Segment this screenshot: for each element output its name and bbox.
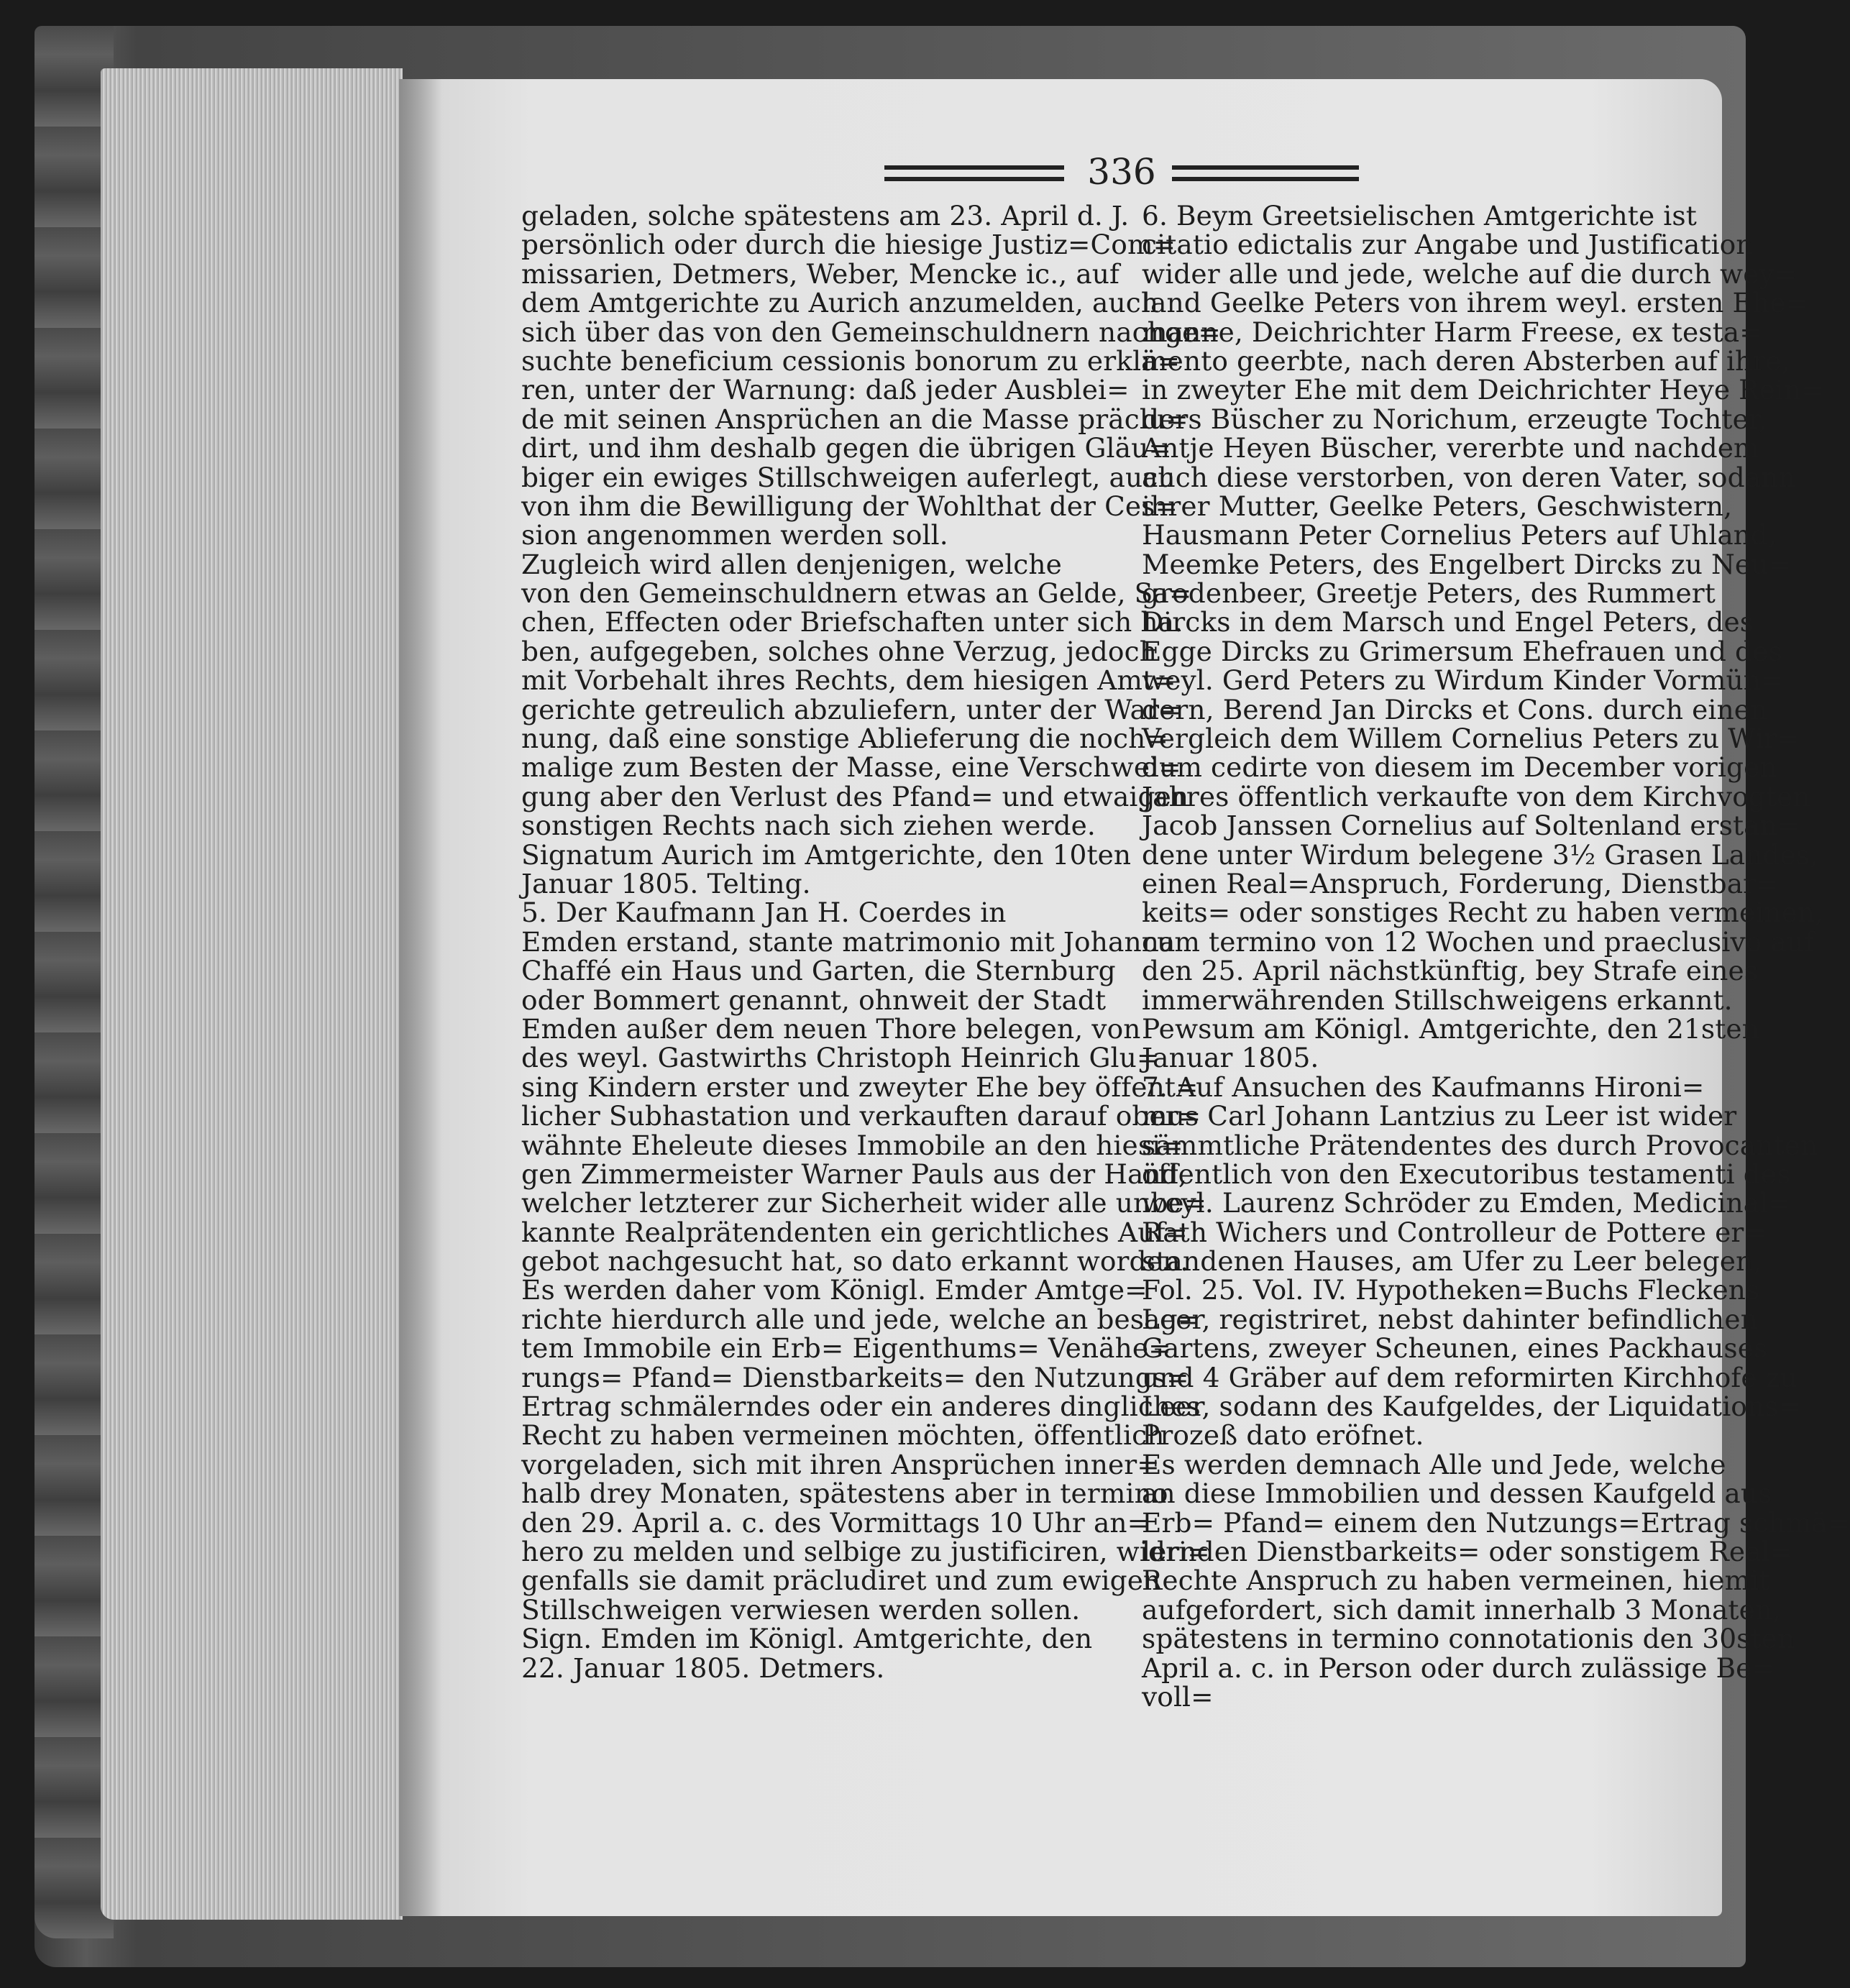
text-line: sich über das von den Gemeinschuldnern nachge= [521,316,1221,348]
text-line: Jacob Janssen Cornelius auf Soltenland erstan= [1142,810,1800,842]
text-line: mit Vorbehalt ihres Rechts, dem hiesigen Amt= [521,664,1176,697]
text-line: einen Real=Anspruch, Forderung, Dienstbar= [1142,867,1779,899]
text-line: Egge Dircks zu Grimersum Ehefrauen und des [1142,635,1782,667]
text-column-left [521,200,1221,1684]
text-line: sonstigen Rechts nach sich ziehen werde. [521,810,1096,842]
text-line: missarien, Detmers, Weber, Mencke ic., auf [521,257,1120,290]
text-line: ben, aufgegeben, solches ohne Verzug, jedoch [521,635,1157,667]
text-line: dene unter Wirdum belegene 3½ Grasen Landes, [1142,838,1819,871]
text-line: Dircks in dem Marsch und Engel Peters, des [1142,606,1754,638]
text-line: dem Amtgerichte zu Aurich anzumelden, auch [521,287,1159,319]
text-line: licher Subhastation und verkauften darauf ober= [521,1100,1201,1132]
text-line: genfalls sie damit präcludiret und zum ewigen [521,1565,1161,1597]
text-line: wähnte Eheleute dieses Immobile an den hiesi= [521,1129,1183,1161]
text-line: hero zu melden und selbige zu justificiren, widri= [521,1535,1210,1567]
text-line: persönlich oder durch die hiesige Justiz=Com= [521,229,1176,261]
text-line: sämmtliche Prätendentes des durch Provocanten [1142,1129,1818,1161]
text-line: Meemke Peters, des Engelbert Dircks zu Neu= [1142,548,1791,580]
text-line: weyl. Laurenz Schröder zu Emden, Medicinal= [1142,1187,1791,1219]
text-line: aufgefordert, sich damit innerhalb 3 Monaten, [1142,1593,1782,1626]
text-line: Januar 1805. Telting. [521,867,811,899]
text-line: oder Bommert genannt, ohnweit der Stadt [521,984,1107,1016]
text-line: standenen Hauses, am Ufer zu Leer belegen, [1142,1245,1762,1278]
text-line: keits= oder sonstiges Recht zu haben vermeinen, [1142,897,1824,929]
text-line: Emden außer dem neuen Thore belegen, von [521,1012,1141,1045]
text-line: Prozeß dato eröfnet. [1142,1419,1424,1452]
text-line: citatio edictalis zur Angabe und Justification [1142,229,1754,261]
text-line: Emden erstand, stante matrimonio mit Johanna [521,925,1176,958]
text-line: Gartens, zweyer Scheunen, eines Packhauses [1142,1332,1768,1365]
text-line: Vergleich dem Willem Cornelius Peters zu Wir= [1142,723,1800,755]
text-line: gung aber den Verlust des Pfand= und etwaigen [521,780,1189,812]
text-line: wider alle und jede, welche auf die durch wey= [1142,257,1798,290]
text-line: tem Immobile ein Erb= Eigenthums= Venähe= [521,1332,1171,1365]
text-line: halb drey Monaten, spätestens aber in termino [521,1478,1168,1510]
text-line: von ihm die Bewilligung der Wohlthat der Ces= [521,490,1178,522]
text-line: Es werden daher vom Königl. Emder Amtge= [521,1274,1148,1306]
text-line: mus Carl Johann Lantzius zu Leer ist wider [1142,1100,1737,1132]
text-line: geladen, solche spätestens am 23. April d. J. [521,200,1130,232]
text-line: Leer, registriret, nebst dahinter befindlichen [1142,1303,1758,1335]
text-line: Zugleich wird allen denjenigen, welche [521,548,1062,580]
text-line: Stillschweigen verwiesen werden sollen. [521,1593,1081,1626]
text-line: dern, Berend Jan Dircks et Cons. durch einen [1142,693,1768,725]
text-line: dum cedirte von diesem im December vorigen [1142,751,1777,784]
page-edges [101,68,403,1920]
text-line: mento geerbte, nach deren Absterben auf ihre, [1142,344,1790,377]
text-line: sion angenommen werden soll. [521,519,948,551]
text-line: 22. Januar 1805. Detmers. [521,1652,885,1684]
text-line: suchte beneficium cessionis bonorum zu erklä= [521,344,1181,377]
text-line: de mit seinen Ansprüchen an die Masse präclu= [521,403,1189,435]
text-line: ihrer Mutter, Geelke Peters, Geschwistern, [1142,490,1733,522]
text-line: Es werden demnach Alle und Jede, welche [1142,1448,1726,1480]
text-line: Hausmann Peter Cornelius Peters auf Uhland, [1142,519,1777,551]
text-line: dirt, und ihm deshalb gegen die übrigen Gläu= [521,432,1171,464]
text-line: April a. c. in Person oder durch zulässige Be= [1142,1652,1775,1684]
text-line: chen, Effecten oder Briefschaften unter sich ha. [521,606,1183,638]
text-line: lernden Dienstbarkeits= oder sonstigem Real= [1142,1535,1793,1567]
text-column-right [1142,200,1850,1713]
text-line: vorgeladen, sich mit ihren Ansprüchen inner= [521,1448,1160,1480]
text-line: Recht zu haben vermeinen möchten, öffentlich [521,1419,1165,1452]
page-gutter-shadow [399,79,442,1916]
text-line: gebot nachgesucht hat, so dato erkannt worden. [521,1245,1189,1278]
text-line: an diese Immobilien und dessen Kaufgeld aus [1142,1478,1772,1510]
text-line: des weyl. Gastwirths Christoph Heinrich Glu= [521,1042,1160,1074]
text-line: und 4 Gräber auf dem reformirten Kirchhofe zu [1142,1361,1798,1393]
text-line: kannte Realprätendenten ein gerichtliches Auf= [521,1216,1188,1248]
text-line: Leer, sodann des Kaufgeldes, der Liquidations= [1142,1391,1802,1423]
text-line: Jahres öffentlich verkaufte von dem Kirchvogten [1142,780,1810,812]
text-line: den 25. April nächstkünftig, bey Strafe eines [1142,955,1759,987]
text-line: voll= [1142,1680,1214,1713]
page-number: 336 [1087,151,1156,193]
text-line: ders Büscher zu Norichum, erzeugte Tochter, [1142,403,1767,435]
text-line: immerwährenden Stillschweigens erkannt. [1142,984,1733,1016]
page-header [884,151,1359,194]
header-rule-right [1172,165,1359,181]
text-line: in zweyter Ehe mit dem Deichrichter Heye Rein= [1142,374,1824,406]
text-line: gen Zimmermeister Warner Pauls aus der Hand, [521,1158,1187,1190]
text-line: Rath Wichers und Controlleur de Pottere er= [1142,1216,1767,1248]
text-line: von den Gemeinschuldnern etwas an Gelde, Sa= [521,577,1192,610]
text-line: cum termino von 12 Wochen und praeclusivo auf [1142,925,1815,958]
text-line: Rechte Anspruch zu haben vermeinen, hiemit [1142,1565,1770,1597]
text-line: sing Kindern erster und zweyter Ehe bey öffent= [521,1071,1199,1103]
text-line: Ertrag schmälerndes oder ein anderes dingliches [521,1391,1201,1423]
text-line: biger ein ewiges Stillschweigen auferlegt, auch [521,461,1176,493]
header-rule-left [884,165,1064,181]
text-line: 6. Beym Greetsielischen Amtgerichte ist [1142,200,1697,232]
text-line: Fol. 25. Vol. IV. Hypotheken=Buchs Fleckens [1142,1274,1760,1306]
text-line: gerichte getreulich abzuliefern, unter der War= [521,693,1182,725]
text-line: nung, daß eine sonstige Ablieferung die noch= [521,723,1168,755]
text-line: Pewsum am Königl. Amtgerichte, den 21sten [1142,1012,1759,1045]
text-line: Signatum Aurich im Amtgerichte, den 10ten [521,838,1132,871]
text-line: rungs= Pfand= Dienstbarkeits= den Nutzungs= [521,1361,1189,1393]
text-line: Sign. Emden im Königl. Amtgerichte, den [521,1623,1093,1655]
text-line: auch diese verstorben, von deren Vater, sodann [1142,461,1796,493]
text-line: grodenbeer, Greetje Peters, des Rummert [1142,577,1716,610]
text-line: welcher letzterer zur Sicherheit wider alle unbe= [521,1187,1207,1219]
text-line: Chaffé ein Haus und Garten, die Sternburg [521,955,1116,987]
text-line: ren, unter der Warnung: daß jeder Ausblei= [521,374,1130,406]
text-line: Erb= Pfand= einem den Nutzungs=Ertrag schmä= [1142,1506,1850,1539]
text-line: malige zum Besten der Masse, eine Verschwei= [521,751,1181,784]
text-line: land Geelke Peters von ihrem weyl. ersten Ehe= [1142,287,1809,319]
text-line: manne, Deichrichter Harm Freese, ex testa= [1142,316,1762,348]
text-line: Januar 1805. [1142,1042,1319,1074]
text-line: den 29. April a. c. des Vormittags 10 Uhr an= [521,1506,1150,1539]
text-line: 7. Auf Ansuchen des Kaufmanns Hironi= [1142,1071,1705,1103]
text-line: Antje Heyen Büscher, vererbte und nachdem [1142,432,1759,464]
text-line: richte hierdurch alle und jede, welche an besag= [521,1303,1201,1335]
text-line: weyl. Gerd Peters zu Wirdum Kinder Vormün= [1142,664,1784,697]
text-line: 5. Der Kaufmann Jan H. Coerdes in [521,897,1007,929]
text-line: spätestens in termino connotationis den 30sten [1142,1623,1795,1655]
text-line: öffentlich von den Executoribus testamenti des [1142,1158,1791,1190]
